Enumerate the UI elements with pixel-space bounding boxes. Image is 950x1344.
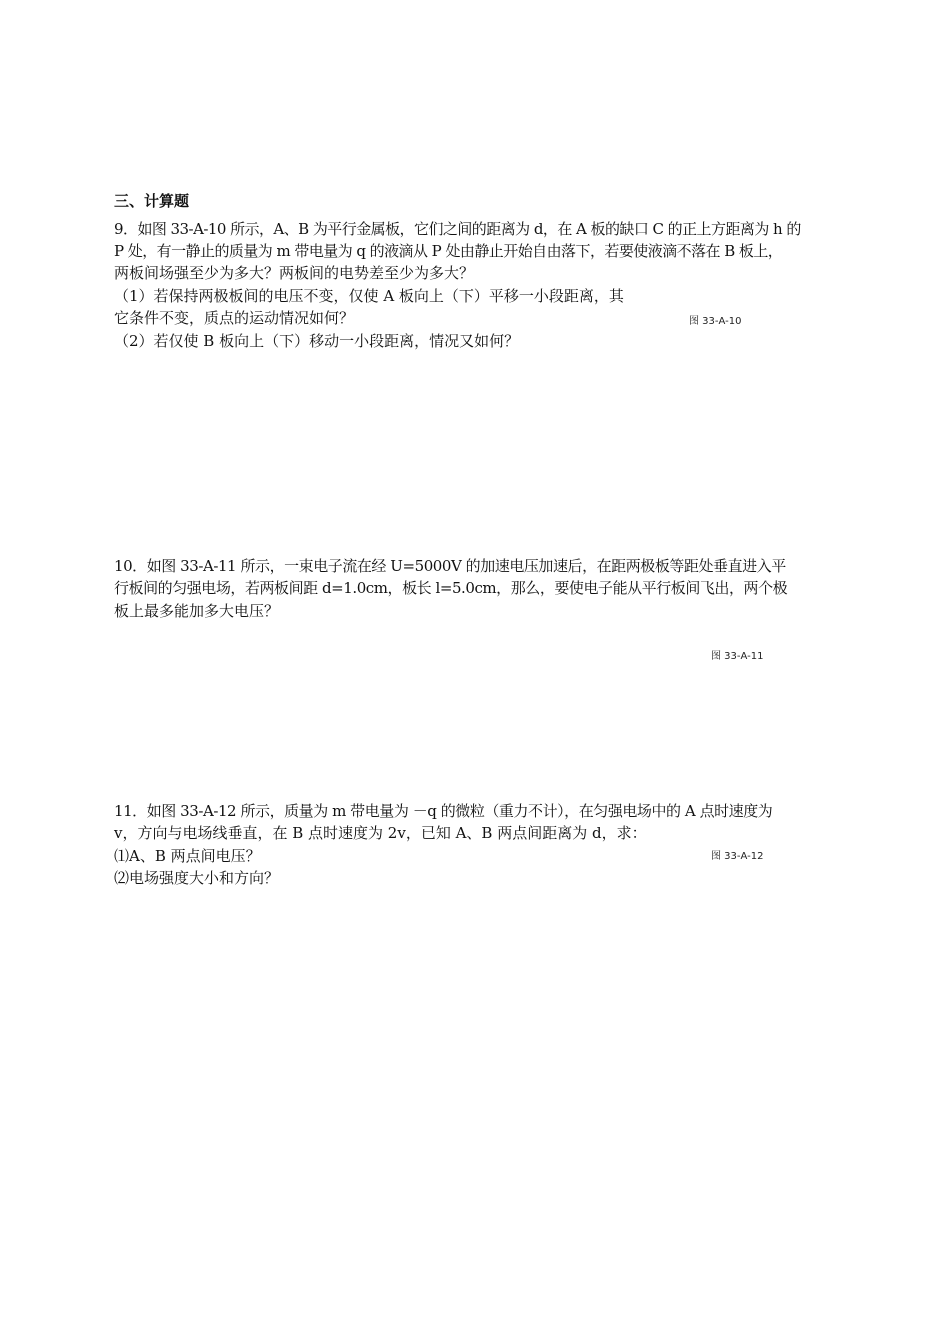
q10-line-2: 行板间的匀强电场，若两板间距 d=1.0cm，板长 l=5.0cm，那么，要使电子能从平行板间飞出，两个极 xyxy=(114,579,788,597)
q9-line-2: P 处，有一静止的质量为 m 带电量为 q 的液滴从 P 处由静止开始自由落下，若要使液滴不落在 B 板上， xyxy=(114,242,783,260)
q11-figure-caption: 图 33-A-12 xyxy=(711,851,764,862)
q9-line-6: （2）若仅使 B 板向上（下）移动一小段距离，情况又如何？ xyxy=(114,332,520,350)
q9-line-3: 两板间场强至少为多大？两板间的电势差至少为多大？ xyxy=(114,264,475,282)
q9-figure-caption: 图 33-A-10 xyxy=(689,316,742,327)
q9-line-4: （1）若保持两极板间的电压不变，仅使 A 板向上（下）平移一小段距离，其 xyxy=(114,287,624,305)
q11-line-4: ⑵电场强度大小和方向？ xyxy=(114,869,280,887)
q9-line-5: 它条件不变，质点的运动情况如何？ xyxy=(114,309,355,327)
q10-line-3: 板上最多能加多大电压？ xyxy=(114,602,280,620)
q9-line-1: 9．如图 33-A-10 所示，A、B 为平行金属板，它们之间的距离为 d，在 A 板的缺口 C 的正上方距离为 h 的 xyxy=(114,220,801,238)
q11-line-3: ⑴A、B 两点间电压？ xyxy=(114,847,261,865)
q10-figure-caption: 图 33-A-11 xyxy=(711,651,764,662)
section-heading: 三、计算题 xyxy=(114,192,190,210)
q11-line-1: 11．如图 33-A-12 所示，质量为 m 带电量为 －q 的微粒（重力不计），在匀强电场中的 A 点时速度为 xyxy=(114,802,773,820)
q10-line-1: 10．如图 33-A-11 所示，一束电子流在经 U=5000V 的加速电压加速后，在距两极板等距处垂直进入平 xyxy=(114,557,786,575)
q11-line-2: v，方向与电场线垂直，在 B 点时速度为 2v，已知 A、B 两点间距离为 d，求： xyxy=(114,824,647,842)
